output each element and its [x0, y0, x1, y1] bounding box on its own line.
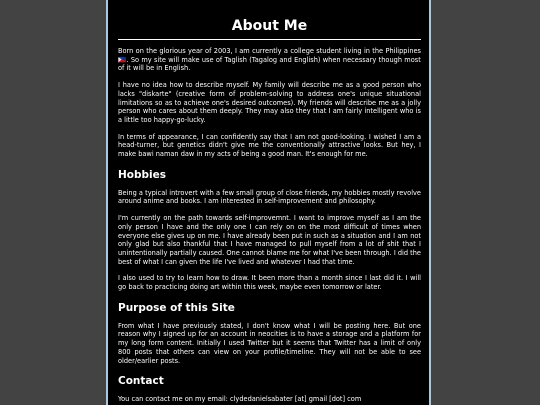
intro-paragraph: Born on the glorious year of 2003, I am currently a college student living in the Philippines 🇵🇭. So my site will make use of Taglish (Tagalog and English) when necessary though most of it will be in English. — [118, 47, 421, 73]
hobbies-paragraph: I'm currently on the path towards self-improvemnt. I want to improve myself as I am the only person I have and the only one I can rely on on the most difficult of times when everyone else gives up on me. I have already been put in such as a situation and I am not only glad but also thankful that I have managed to pull myself from a lot of shit that I unintentionally partially caused. One cannot blame me for what I've been through. I did the best of what I can given the life I've lived and whatever I had that time. — [118, 214, 421, 266]
intro-paragraph: I have no idea how to describe myself. My family will describe me as a good person who lacks "diskarte" (creative form of problem-solving to address one's unique situational limitations so as to achieve one's desired outcomes). My friends will describe me as a jolly person who cares about them deeply. They may also they that I am fairly intelligent who is a little too happy-go-lucky. — [118, 81, 421, 124]
contact-text: You can contact me on my email: clydedanielsabater [at] gmail [dot] com — [118, 395, 362, 404]
purpose-heading: Purpose of this Site — [118, 301, 235, 314]
content-panel — [106, 0, 431, 405]
intro-paragraph: In terms of appearance, I can confidently say that I am not good-looking. I wished I am a head-turner, but genetics didn't give me the conventionally attractive looks. But hey, I make bawi naman daw in my acts of being a good man. It's enough for me. — [118, 132, 421, 159]
page-title: About Me — [118, 18, 421, 40]
purpose-paragraph: From what I have previously stated, I don't know what I will be posting here. But one reason why I signed up for an account in neocities is to have a storage and a platform for my long form content. Initially I used Twitter but it seems that Twitter has a limit of only 800 posts that others can view on your profile/timeline. They will not be able to see older/earlier posts. — [118, 321, 421, 365]
hobbies-paragraph: Being a typical introvert with a few small group of close friends, my hobbies mostly revolve around anime and books. I am interested in self-improvement and philosophy. — [118, 188, 421, 206]
hobbies-paragraph: I also used to try to learn how to draw. It been more than a month since I last did it. I will go back to practicing doing art within this week, maybe even tomorrow or later. — [118, 274, 421, 292]
hobbies-heading: Hobbies — [118, 168, 167, 181]
contact-heading: Contact — [118, 375, 164, 388]
